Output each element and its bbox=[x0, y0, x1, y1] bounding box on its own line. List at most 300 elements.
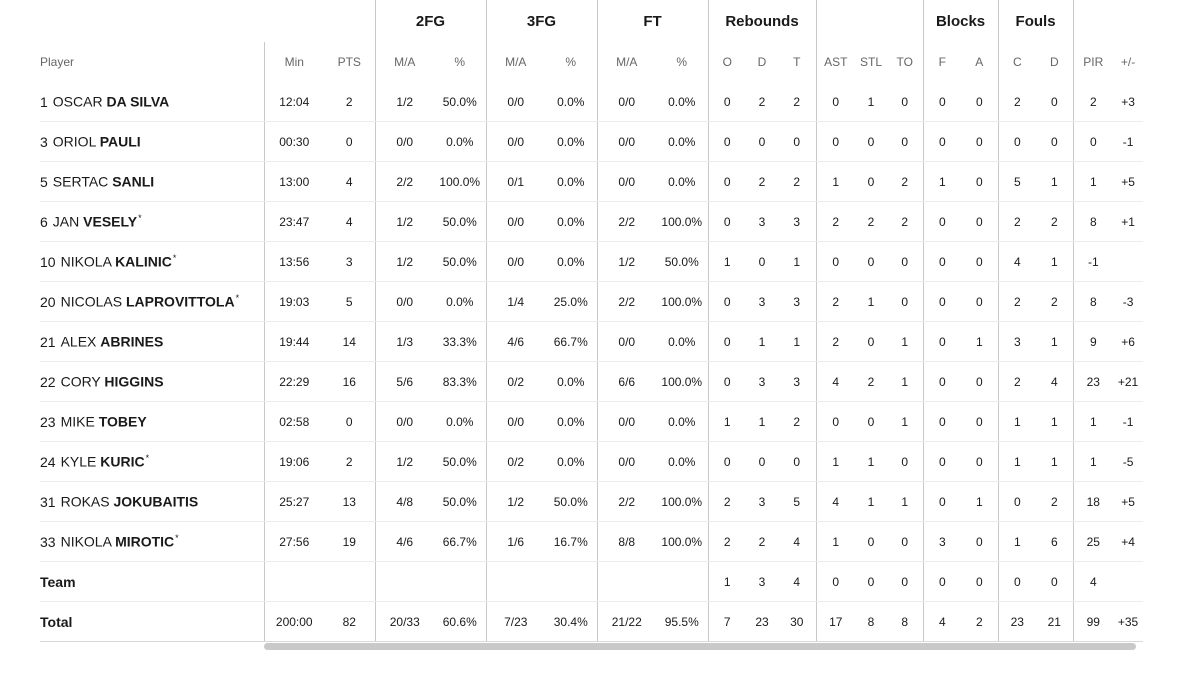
column-header-ast[interactable]: AST bbox=[816, 42, 855, 82]
cell-ft-ma bbox=[597, 562, 656, 602]
cell-foul-d: 1 bbox=[1036, 442, 1073, 482]
column-header-to[interactable]: TO bbox=[896, 55, 913, 69]
cell-min: 13:56 bbox=[264, 242, 324, 282]
cell-reb-o: 1 bbox=[708, 562, 746, 602]
cell-reb-o: 2 bbox=[708, 482, 746, 522]
player-first-name: JAN bbox=[52, 213, 80, 230]
cell-reb-t: 4 bbox=[778, 562, 816, 602]
cell-ast: 4 bbox=[816, 482, 855, 522]
cell-3fg-ma: 0/0 bbox=[486, 242, 545, 282]
cell-plus-minus: -5 bbox=[1113, 442, 1143, 482]
cell-blk-a: 0 bbox=[961, 562, 998, 602]
cell-ft-ma: 2/2 bbox=[597, 202, 656, 242]
column-header-2fg-pct[interactable]: % bbox=[454, 55, 466, 69]
cell-ft-pct: 100.0% bbox=[656, 282, 708, 322]
cell-blk-f: 0 bbox=[923, 442, 961, 482]
column-header-blk-f[interactable]: F bbox=[923, 42, 961, 82]
player-last-name: TOBEY bbox=[98, 413, 147, 430]
cell-foul-c: 2 bbox=[998, 362, 1036, 402]
starter-mark: * bbox=[145, 453, 150, 464]
group-header-rebounds: Rebounds bbox=[708, 0, 816, 42]
cell-reb-t: 1 bbox=[778, 322, 816, 362]
team-row bbox=[40, 562, 1143, 602]
cell-ft-pct bbox=[656, 562, 708, 602]
starter-mark: * bbox=[235, 293, 240, 304]
cell-foul-d: 6 bbox=[1036, 522, 1073, 562]
cell-2fg-ma: 1/2 bbox=[375, 82, 434, 122]
cell-pts: 3 bbox=[324, 242, 375, 282]
player-cell[interactable] bbox=[40, 122, 264, 162]
cell-foul-c: 5 bbox=[998, 162, 1036, 202]
cell-foul-d: 2 bbox=[1036, 482, 1073, 522]
cell-pir: 4 bbox=[1073, 562, 1113, 602]
column-header-player[interactable]: Player bbox=[40, 55, 75, 69]
cell-2fg-ma: 4/8 bbox=[375, 482, 434, 522]
cell-pir: 9 bbox=[1073, 322, 1113, 362]
player-number: 20 bbox=[40, 293, 56, 310]
cell-reb-t: 2 bbox=[778, 402, 816, 442]
cell-3fg-ma: 0/0 bbox=[486, 82, 545, 122]
column-header-reb-o[interactable]: O bbox=[708, 42, 746, 82]
cell-2fg-ma: 20/33 bbox=[375, 602, 434, 642]
cell-reb-o: 1 bbox=[708, 402, 746, 442]
cell-ft-pct: 50.0% bbox=[656, 242, 708, 282]
cell-reb-t: 30 bbox=[778, 602, 816, 642]
player-first-name: CORY bbox=[60, 373, 101, 390]
cell-2fg-ma: 5/6 bbox=[375, 362, 434, 402]
cell-plus-minus bbox=[1113, 562, 1143, 602]
group-empty bbox=[816, 0, 923, 42]
column-header-reb-t[interactable]: T bbox=[793, 55, 801, 69]
cell-blk-a: 0 bbox=[961, 402, 998, 442]
cell-blk-f: 0 bbox=[923, 242, 961, 282]
cell-2fg-pct: 50.0% bbox=[434, 82, 486, 122]
cell-reb-d: 3 bbox=[746, 202, 778, 242]
cell-3fg-ma: 0/0 bbox=[486, 202, 545, 242]
cell-3fg-pct: 16.7% bbox=[545, 522, 597, 562]
cell-to: 0 bbox=[887, 282, 923, 322]
cell-pir: 1 bbox=[1073, 162, 1113, 202]
cell-reb-t: 3 bbox=[778, 362, 816, 402]
cell-ast: 0 bbox=[816, 562, 855, 602]
table-row bbox=[40, 202, 1143, 242]
cell-ast: 2 bbox=[816, 202, 855, 242]
cell-2fg-pct bbox=[434, 562, 486, 602]
cell-ast: 2 bbox=[816, 282, 855, 322]
player-number: 31 bbox=[40, 493, 56, 510]
cell-2fg-pct: 100.0% bbox=[434, 162, 486, 202]
player-cell[interactable] bbox=[40, 202, 264, 242]
cell-plus-minus bbox=[1113, 242, 1143, 282]
cell-min: 02:58 bbox=[264, 402, 324, 442]
cell-blk-a: 0 bbox=[961, 202, 998, 242]
cell-foul-d: 0 bbox=[1036, 562, 1073, 602]
group-empty bbox=[1073, 0, 1143, 42]
cell-ast: 0 bbox=[816, 402, 855, 442]
cell-stl: 1 bbox=[855, 282, 887, 322]
column-header-ft-ma[interactable]: M/A bbox=[597, 42, 656, 82]
player-first-name: SERTAC bbox=[52, 173, 109, 190]
cell-to: 2 bbox=[887, 162, 923, 202]
cell-ft-pct: 0.0% bbox=[656, 402, 708, 442]
cell-pts: 0 bbox=[324, 122, 375, 162]
cell-3fg-ma: 0/2 bbox=[486, 442, 545, 482]
cell-pir: 2 bbox=[1073, 82, 1113, 122]
cell-to: 0 bbox=[887, 122, 923, 162]
cell-foul-c: 0 bbox=[998, 122, 1036, 162]
cell-pir: 18 bbox=[1073, 482, 1113, 522]
cell-blk-f: 3 bbox=[923, 522, 961, 562]
cell-blk-f: 0 bbox=[923, 482, 961, 522]
column-header-3fg-ma[interactable]: M/A bbox=[486, 42, 545, 82]
player-cell[interactable] bbox=[40, 522, 264, 562]
player-number: 3 bbox=[40, 133, 48, 150]
cell-2fg-ma: 0/0 bbox=[375, 402, 434, 442]
cell-ft-ma: 2/2 bbox=[597, 282, 656, 322]
player-cell[interactable] bbox=[40, 322, 264, 362]
cell-blk-a: 0 bbox=[961, 362, 998, 402]
player-number: 33 bbox=[40, 533, 56, 550]
cell-min: 23:47 bbox=[264, 202, 324, 242]
cell-blk-f: 0 bbox=[923, 402, 961, 442]
cell-reb-t: 5 bbox=[778, 482, 816, 522]
cell-reb-o: 0 bbox=[708, 282, 746, 322]
player-last-name: DA SILVA bbox=[106, 93, 170, 110]
cell-min: 19:06 bbox=[264, 442, 324, 482]
column-header-pts[interactable]: PTS bbox=[337, 55, 361, 69]
cell-reb-o: 0 bbox=[708, 82, 746, 122]
column-header-blk-a[interactable]: A bbox=[975, 55, 984, 69]
player-cell[interactable] bbox=[40, 442, 264, 482]
cell-2fg-ma: 0/0 bbox=[375, 122, 434, 162]
cell-blk-a: 1 bbox=[961, 482, 998, 522]
cell-ft-ma: 0/0 bbox=[597, 82, 656, 122]
cell-ft-ma: 1/2 bbox=[597, 242, 656, 282]
cell-pts: 2 bbox=[324, 442, 375, 482]
cell-stl: 0 bbox=[855, 562, 887, 602]
player-last-name: PAULI bbox=[99, 133, 141, 150]
cell-blk-f: 1 bbox=[923, 162, 961, 202]
cell-blk-f: 0 bbox=[923, 202, 961, 242]
player-number: 10 bbox=[40, 253, 56, 270]
cell-plus-minus: +6 bbox=[1113, 322, 1143, 362]
cell-min: 27:56 bbox=[264, 522, 324, 562]
table-body bbox=[40, 82, 1143, 642]
cell-pir: 23 bbox=[1073, 362, 1113, 402]
cell-reb-d: 0 bbox=[746, 442, 778, 482]
table-row bbox=[40, 82, 1143, 122]
group-header-fouls: Fouls bbox=[998, 0, 1073, 42]
horizontal-scrollbar[interactable] bbox=[264, 643, 1136, 650]
cell-plus-minus: -1 bbox=[1113, 402, 1143, 442]
cell-stl: 0 bbox=[855, 122, 887, 162]
cell-3fg-pct: 0.0% bbox=[545, 362, 597, 402]
cell-2fg-pct: 33.3% bbox=[434, 322, 486, 362]
cell-3fg-pct: 0.0% bbox=[545, 402, 597, 442]
cell-ft-ma: 0/0 bbox=[597, 122, 656, 162]
cell-3fg-ma: 0/1 bbox=[486, 162, 545, 202]
player-last-name: SANLI bbox=[112, 173, 155, 190]
cell-ft-ma: 0/0 bbox=[597, 162, 656, 202]
player-first-name: ORIOL bbox=[52, 133, 96, 150]
table-row bbox=[40, 282, 1143, 322]
cell-3fg-pct: 0.0% bbox=[545, 442, 597, 482]
cell-3fg-pct: 66.7% bbox=[545, 322, 597, 362]
column-header-2fg-ma[interactable]: M/A bbox=[375, 42, 434, 82]
cell-2fg-ma: 1/2 bbox=[375, 242, 434, 282]
cell-to: 8 bbox=[887, 602, 923, 642]
cell-ast: 1 bbox=[816, 162, 855, 202]
cell-3fg-pct: 0.0% bbox=[545, 162, 597, 202]
cell-blk-a: 0 bbox=[961, 122, 998, 162]
cell-ft-ma: 0/0 bbox=[597, 322, 656, 362]
column-header-plus-minus[interactable]: +/- bbox=[1120, 55, 1136, 69]
table-row bbox=[40, 242, 1143, 282]
player-number: 22 bbox=[40, 373, 56, 390]
cell-foul-d: 1 bbox=[1036, 242, 1073, 282]
player-last-name: LAPROVITTOLA bbox=[125, 293, 235, 310]
cell-reb-o: 0 bbox=[708, 362, 746, 402]
cell-foul-c: 1 bbox=[998, 522, 1036, 562]
cell-min: 12:04 bbox=[264, 82, 324, 122]
table-header bbox=[40, 0, 1143, 82]
column-header-foul-d[interactable]: D bbox=[1049, 55, 1059, 69]
cell-3fg-ma bbox=[486, 562, 545, 602]
cell-pts: 4 bbox=[324, 202, 375, 242]
cell-plus-minus: +21 bbox=[1113, 362, 1143, 402]
cell-plus-minus: +1 bbox=[1113, 202, 1143, 242]
cell-foul-c: 2 bbox=[998, 202, 1036, 242]
cell-stl: 1 bbox=[855, 442, 887, 482]
player-first-name: KYLE bbox=[60, 453, 97, 470]
cell-ft-pct: 100.0% bbox=[656, 482, 708, 522]
player-first-name: NIKOLA bbox=[60, 533, 112, 550]
cell-ast: 0 bbox=[816, 242, 855, 282]
player-last-name: KALINIC bbox=[115, 253, 172, 270]
cell-pts: 19 bbox=[324, 522, 375, 562]
team-label-cell bbox=[40, 562, 264, 602]
cell-min: 19:44 bbox=[264, 322, 324, 362]
cell-pts bbox=[324, 562, 375, 602]
starter-mark: * bbox=[138, 213, 142, 224]
cell-foul-d: 1 bbox=[1036, 162, 1073, 202]
player-cell[interactable] bbox=[40, 162, 264, 202]
cell-reb-d: 3 bbox=[746, 482, 778, 522]
player-first-name: NIKOLA bbox=[60, 253, 112, 270]
cell-2fg-pct: 50.0% bbox=[434, 242, 486, 282]
column-header-pir[interactable]: PIR bbox=[1073, 42, 1113, 82]
cell-ft-ma: 2/2 bbox=[597, 482, 656, 522]
cell-foul-d: 0 bbox=[1036, 122, 1073, 162]
group-header-2fg: 2FG bbox=[375, 0, 486, 42]
cell-3fg-ma: 7/23 bbox=[486, 602, 545, 642]
cell-plus-minus: -1 bbox=[1113, 122, 1143, 162]
cell-foul-c: 2 bbox=[998, 282, 1036, 322]
player-number: 5 bbox=[40, 173, 48, 190]
cell-pts: 14 bbox=[324, 322, 375, 362]
cell-2fg-pct: 0.0% bbox=[434, 282, 486, 322]
cell-3fg-ma: 1/6 bbox=[486, 522, 545, 562]
cell-3fg-ma: 0/2 bbox=[486, 362, 545, 402]
cell-plus-minus: +5 bbox=[1113, 162, 1143, 202]
table-row bbox=[40, 362, 1143, 402]
cell-2fg-pct: 0.0% bbox=[434, 402, 486, 442]
cell-foul-c: 1 bbox=[998, 402, 1036, 442]
cell-3fg-pct: 0.0% bbox=[545, 122, 597, 162]
cell-reb-o: 0 bbox=[708, 162, 746, 202]
player-cell[interactable] bbox=[40, 362, 264, 402]
cell-ast: 1 bbox=[816, 442, 855, 482]
cell-reb-t: 2 bbox=[778, 162, 816, 202]
cell-plus-minus: +4 bbox=[1113, 522, 1143, 562]
cell-reb-t: 3 bbox=[778, 202, 816, 242]
cell-ft-ma: 6/6 bbox=[597, 362, 656, 402]
table-row bbox=[40, 322, 1143, 362]
cell-reb-t: 1 bbox=[778, 242, 816, 282]
cell-reb-t: 3 bbox=[778, 282, 816, 322]
cell-reb-d: 1 bbox=[746, 322, 778, 362]
cell-stl: 0 bbox=[855, 242, 887, 282]
table-row bbox=[40, 402, 1143, 442]
cell-blk-a: 0 bbox=[961, 442, 998, 482]
cell-stl: 0 bbox=[855, 402, 887, 442]
total-label-cell bbox=[40, 602, 264, 642]
cell-min: 19:03 bbox=[264, 282, 324, 322]
cell-3fg-ma: 1/4 bbox=[486, 282, 545, 322]
table-row bbox=[40, 522, 1143, 562]
cell-pts: 82 bbox=[324, 602, 375, 642]
column-header-stl[interactable]: STL bbox=[860, 55, 883, 69]
cell-blk-f: 0 bbox=[923, 322, 961, 362]
cell-3fg-pct: 0.0% bbox=[545, 202, 597, 242]
cell-ft-pct: 100.0% bbox=[656, 522, 708, 562]
cell-2fg-pct: 0.0% bbox=[434, 122, 486, 162]
player-first-name: MIKE bbox=[60, 413, 95, 430]
player-first-name: ALEX bbox=[60, 333, 97, 350]
cell-foul-c: 3 bbox=[998, 322, 1036, 362]
cell-pts: 5 bbox=[324, 282, 375, 322]
cell-to: 1 bbox=[887, 482, 923, 522]
player-last-name: KURIC bbox=[100, 453, 145, 470]
player-last-name: VESELY bbox=[83, 213, 138, 230]
cell-3fg-pct bbox=[545, 562, 597, 602]
cell-3fg-ma: 0/0 bbox=[486, 122, 545, 162]
cell-blk-a: 2 bbox=[961, 602, 998, 642]
cell-2fg-ma bbox=[375, 562, 434, 602]
cell-to: 1 bbox=[887, 402, 923, 442]
cell-blk-f: 0 bbox=[923, 282, 961, 322]
column-header-reb-d[interactable]: D bbox=[757, 55, 767, 69]
player-first-name: ROKAS bbox=[60, 493, 110, 510]
cell-plus-minus: +35 bbox=[1113, 602, 1143, 642]
player-cell[interactable] bbox=[40, 282, 264, 322]
cell-ft-pct: 0.0% bbox=[656, 122, 708, 162]
player-number: 1 bbox=[40, 93, 48, 110]
cell-foul-d: 4 bbox=[1036, 362, 1073, 402]
cell-to: 0 bbox=[887, 82, 923, 122]
cell-plus-minus: +3 bbox=[1113, 82, 1143, 122]
cell-pir: -1 bbox=[1073, 242, 1113, 282]
cell-reb-o: 0 bbox=[708, 322, 746, 362]
cell-2fg-ma: 1/3 bbox=[375, 322, 434, 362]
column-header-min[interactable]: Min bbox=[264, 42, 324, 82]
cell-ft-pct: 0.0% bbox=[656, 322, 708, 362]
cell-3fg-pct: 0.0% bbox=[545, 82, 597, 122]
cell-min: 200:00 bbox=[264, 602, 324, 642]
player-cell[interactable] bbox=[40, 402, 264, 442]
total-label: Total bbox=[40, 613, 73, 630]
cell-foul-d: 2 bbox=[1036, 202, 1073, 242]
column-header-foul-c[interactable]: C bbox=[998, 42, 1036, 82]
player-last-name: HIGGINS bbox=[104, 373, 164, 390]
cell-reb-d: 2 bbox=[746, 522, 778, 562]
cell-stl: 1 bbox=[855, 82, 887, 122]
cell-reb-d: 2 bbox=[746, 82, 778, 122]
cell-pir: 99 bbox=[1073, 602, 1113, 642]
cell-stl: 2 bbox=[855, 202, 887, 242]
cell-3fg-pct: 0.0% bbox=[545, 242, 597, 282]
player-cell[interactable] bbox=[40, 482, 264, 522]
cell-3fg-pct: 30.4% bbox=[545, 602, 597, 642]
total-row bbox=[40, 602, 1143, 642]
cell-blk-a: 0 bbox=[961, 242, 998, 282]
player-cell[interactable] bbox=[40, 242, 264, 282]
cell-ft-pct: 95.5% bbox=[656, 602, 708, 642]
cell-ft-ma: 0/0 bbox=[597, 442, 656, 482]
cell-reb-d: 0 bbox=[746, 242, 778, 282]
cell-2fg-pct: 66.7% bbox=[434, 522, 486, 562]
group-header-row bbox=[40, 0, 1143, 42]
cell-ast: 2 bbox=[816, 322, 855, 362]
cell-foul-d: 1 bbox=[1036, 402, 1073, 442]
player-number: 6 bbox=[40, 213, 48, 230]
cell-reb-d: 3 bbox=[746, 562, 778, 602]
cell-stl: 8 bbox=[855, 602, 887, 642]
cell-reb-t: 0 bbox=[778, 442, 816, 482]
cell-stl: 2 bbox=[855, 362, 887, 402]
cell-pir: 1 bbox=[1073, 402, 1113, 442]
cell-ast: 0 bbox=[816, 82, 855, 122]
cell-ft-ma: 0/0 bbox=[597, 402, 656, 442]
cell-pts: 0 bbox=[324, 402, 375, 442]
cell-foul-c: 4 bbox=[998, 242, 1036, 282]
column-header-ft-pct[interactable]: % bbox=[676, 55, 688, 69]
cell-reb-t: 2 bbox=[778, 82, 816, 122]
cell-ft-ma: 8/8 bbox=[597, 522, 656, 562]
cell-ast: 1 bbox=[816, 522, 855, 562]
cell-3fg-ma: 1/2 bbox=[486, 482, 545, 522]
player-number: 24 bbox=[40, 453, 56, 470]
cell-blk-f: 0 bbox=[923, 362, 961, 402]
cell-ft-pct: 100.0% bbox=[656, 202, 708, 242]
cell-ast: 0 bbox=[816, 122, 855, 162]
column-header-3fg-pct[interactable]: % bbox=[565, 55, 577, 69]
cell-reb-o: 0 bbox=[708, 122, 746, 162]
cell-ft-pct: 0.0% bbox=[656, 162, 708, 202]
player-last-name: JOKUBAITIS bbox=[113, 493, 199, 510]
cell-pir: 1 bbox=[1073, 442, 1113, 482]
cell-pts: 16 bbox=[324, 362, 375, 402]
cell-ast: 17 bbox=[816, 602, 855, 642]
cell-foul-d: 21 bbox=[1036, 602, 1073, 642]
player-cell[interactable] bbox=[40, 82, 264, 122]
cell-reb-o: 7 bbox=[708, 602, 746, 642]
cell-2fg-ma: 4/6 bbox=[375, 522, 434, 562]
group-empty bbox=[264, 0, 375, 42]
cell-3fg-ma: 4/6 bbox=[486, 322, 545, 362]
cell-stl: 0 bbox=[855, 162, 887, 202]
starter-mark: * bbox=[175, 533, 179, 544]
